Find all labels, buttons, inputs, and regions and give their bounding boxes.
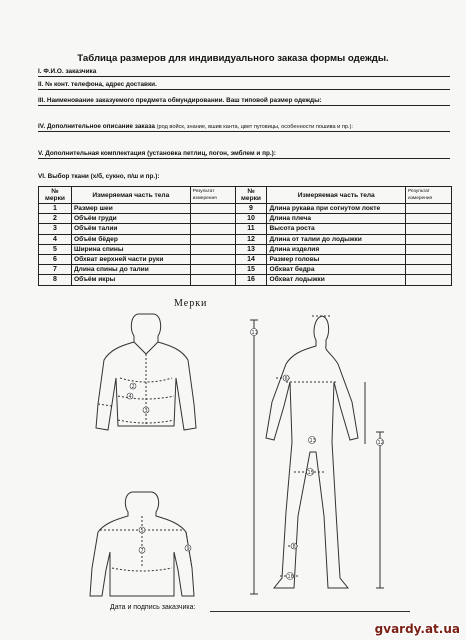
cell-num: 13 (235, 244, 267, 254)
full-body-figure (240, 312, 400, 602)
cell-part: Длина от талии до лодыжки (267, 234, 406, 244)
table-row (39, 204, 452, 214)
cell-result[interactable] (406, 214, 452, 224)
cell-result[interactable] (190, 204, 235, 214)
header-part: Измеряемая часть тела (71, 187, 190, 204)
svg-text:16: 16 (287, 574, 294, 580)
cell-result[interactable] (190, 234, 235, 244)
cell-num: 11 (235, 224, 267, 234)
cell-result[interactable] (406, 265, 452, 275)
svg-text:7: 7 (140, 548, 144, 554)
cell-result[interactable] (406, 275, 452, 285)
svg-text:3: 3 (144, 408, 148, 414)
svg-text:6: 6 (284, 376, 288, 382)
cell-part: Объём талии (71, 224, 190, 234)
cell-part: Обхват лодыжки (267, 275, 406, 285)
site-watermark: gvardy.at.ua (374, 622, 460, 636)
form-title: Таблица размеров для индивидуального заказа формы одежды. (77, 53, 389, 64)
table-row (39, 234, 452, 244)
svg-text:15: 15 (307, 470, 314, 476)
table-row (39, 254, 452, 264)
table-row (39, 244, 452, 254)
cell-num: 5 (39, 244, 72, 254)
measurement-table (38, 186, 452, 286)
cell-num: 15 (235, 265, 267, 275)
cell-result[interactable] (190, 275, 235, 285)
field-extra-equipment: V. Дополнительная комплектация (установка петлиц, погон, эмблем и пр.): (38, 150, 450, 159)
cell-part: Объём груди (71, 214, 190, 224)
torso-back-figure (82, 488, 202, 600)
table-row (39, 214, 452, 224)
cell-num: 4 (39, 234, 72, 244)
field-name: I. Ф.И.О. заказчика (38, 68, 450, 77)
cell-part: Обхват верхней части руки (71, 254, 190, 264)
signature-line[interactable] (210, 611, 410, 612)
cell-part: Высота роста (267, 224, 406, 234)
table-header-row (39, 187, 452, 204)
cell-result[interactable] (406, 254, 452, 264)
cell-result[interactable] (190, 244, 235, 254)
svg-text:13: 13 (309, 438, 316, 444)
cell-num: 10 (235, 214, 267, 224)
cell-num: 9 (235, 204, 267, 214)
cell-part: Размер головы (267, 254, 406, 264)
header-num: № мерки (39, 187, 72, 204)
cell-result[interactable] (406, 224, 452, 234)
cell-num: 6 (39, 254, 72, 264)
signature-label: Дата и подпись заказчика: (110, 604, 196, 611)
cell-result[interactable] (190, 254, 235, 264)
header-result: Результат измерения (190, 187, 235, 204)
cell-result[interactable] (190, 224, 235, 234)
cell-result[interactable] (406, 234, 452, 244)
cell-result[interactable] (406, 204, 452, 214)
cell-num: 2 (39, 214, 72, 224)
cell-part: Размер шеи (71, 204, 190, 214)
svg-text:8: 8 (292, 544, 296, 550)
cell-part: Длина изделия (267, 244, 406, 254)
svg-text:4: 4 (128, 394, 132, 400)
table-row (39, 224, 452, 234)
cell-part: Объём икры (71, 275, 190, 285)
cell-part: Обхват бедра (267, 265, 406, 275)
torso-front-figure (90, 308, 200, 448)
svg-text:12: 12 (377, 440, 384, 446)
header-result: Результат измерения (406, 187, 452, 204)
cell-num: 14 (235, 254, 267, 264)
svg-text:11: 11 (251, 330, 258, 336)
field-description: IV. Дополнительное описание заказа (род войск, знание, вшив канта, цвет пуговицы, особенности пошива и пр.): (38, 123, 450, 132)
field-item-size: III. Наименование заказуемого предмета обмундировании. Ваш типовой размер одежды: (38, 97, 450, 106)
cell-num: 16 (235, 275, 267, 285)
field-fabric: VI. Выбор ткани (х/б, сукно, п/ш и пр.): (38, 173, 160, 180)
header-part: Измеряемая часть тела (267, 187, 406, 204)
cell-result[interactable] (190, 214, 235, 224)
cell-result[interactable] (406, 244, 452, 254)
cell-num: 3 (39, 224, 72, 234)
cell-num: 7 (39, 265, 72, 275)
table-row (39, 265, 452, 275)
cell-part: Ширина спины (71, 244, 190, 254)
table-row (39, 275, 452, 285)
field-phone-address: II. № конт. телефона, адрес доставки. (38, 81, 450, 90)
cell-part: Длина рукава при согнутом локте (267, 204, 406, 214)
cell-part: Длина плеча (267, 214, 406, 224)
svg-text:2: 2 (131, 384, 135, 390)
cell-part: Длина спины до талии (71, 265, 190, 275)
header-num: № мерки (235, 187, 267, 204)
svg-text:9: 9 (186, 546, 190, 552)
cell-num: 12 (235, 234, 267, 244)
cell-result[interactable] (190, 265, 235, 275)
figures-caption: Мерки (174, 298, 208, 309)
cell-num: 1 (39, 204, 72, 214)
cell-num: 8 (39, 275, 72, 285)
cell-part: Объём бёдер (71, 234, 190, 244)
svg-text:5: 5 (140, 528, 144, 534)
